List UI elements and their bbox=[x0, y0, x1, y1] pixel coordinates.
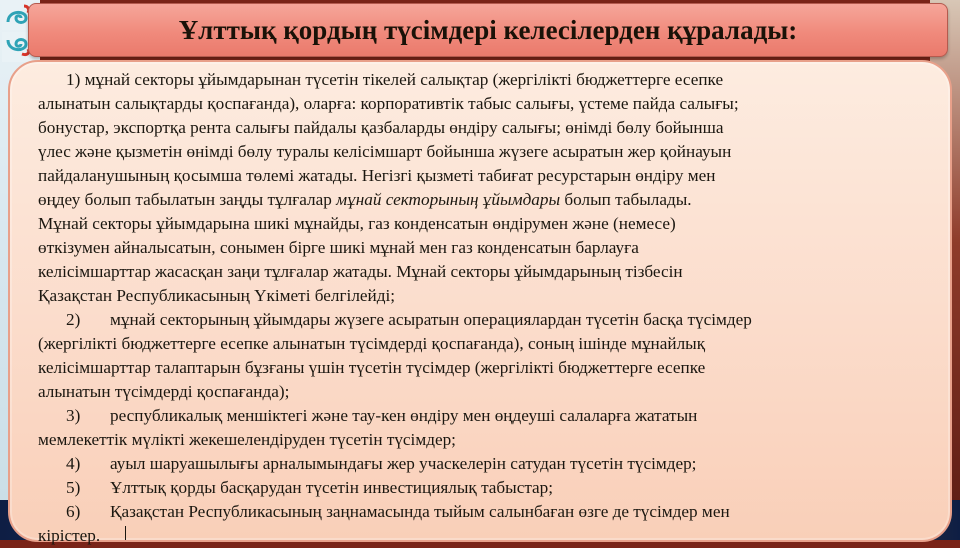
item-number: 4) bbox=[66, 454, 81, 473]
text-line: мемлекеттік мүлікті жекешелендіруден түсетін түсімдер; bbox=[38, 430, 456, 449]
text-span: өңдеу болып табылатын заңды тұлғалар bbox=[38, 190, 337, 209]
text-span: мұнай секторының ұйымдары жүзеге асыратын операциялардан түсетін басқа түсімдер bbox=[110, 310, 752, 329]
text-line: келісімшарттар жасасқан заңи тұлғалар жатады. Мұнай секторы ұйымдарының тізбесін bbox=[38, 262, 683, 281]
body-text bbox=[38, 68, 918, 548]
list-item-2 bbox=[38, 308, 918, 332]
item-number: 6) bbox=[66, 502, 81, 521]
text-span: болып табылады. bbox=[560, 190, 692, 209]
italic-term: мұнай секторының ұйымдары bbox=[336, 190, 561, 209]
text-line: 1) мұнай секторы ұйымдарынан түсетін тікелей салықтар (жергілікті бюджеттерге есепке bbox=[66, 70, 724, 89]
text-line: Қазақстан Республикасының Үкіметі белгілейді; bbox=[38, 286, 396, 305]
text-line bbox=[38, 188, 918, 212]
text-line: пайдаланушының қосымша төлемі жатады. Негізгі қызметі табиғат ресурстарын өндіру мен bbox=[38, 166, 716, 185]
text-line: үлес және қызметін өнімді бөлу туралы келісімшарт бойынша жүзеге асыратын жер қойнауын bbox=[38, 142, 732, 161]
text-span: ауыл шаруашылығы арналымындағы жер учаскелерін сатудан түсетін түсімдер; bbox=[110, 454, 697, 473]
text-span: Қазақстан Республикасының заңнамасында тыйым салынбаған өзге де түсімдер мен bbox=[110, 502, 730, 521]
text-line: келісімшарттар талаптарын бұзғаны үшін түсетін түсімдер (жергілікті бюджеттерге есепке bbox=[38, 358, 706, 377]
list-item-3 bbox=[38, 404, 918, 428]
list-item-6 bbox=[38, 500, 918, 524]
text-line: (жергілікті бюджеттерге есепке алынатын түсімдерді қоспағанда), соның ішінде мұнайлық bbox=[38, 334, 706, 353]
list-item-4 bbox=[38, 452, 918, 476]
text-span: республикалық меншіктегі және тау-кен өндіру мен өңдеуші салаларға жататын bbox=[110, 406, 698, 425]
slide-title: Ұлттық қордың түсімдері келесілерден құралады: bbox=[178, 14, 798, 45]
text-line: өткізумен айналысатын, сонымен бірге шикі мұнай мен газ конденсатын барлауға bbox=[38, 238, 639, 257]
item-number: 3) bbox=[66, 406, 81, 425]
text-line: алынатын түсімдерді қоспағанда); bbox=[38, 382, 290, 401]
text-line: кірістер. bbox=[38, 526, 101, 545]
text-cursor bbox=[125, 526, 126, 540]
item-number: 5) bbox=[66, 478, 81, 497]
item-number: 2) bbox=[66, 310, 81, 329]
text-line: бонустар, экспортқа рента салығы пайдалы қазбаларды өндіру салығы; өнімді бөлу бойынша bbox=[38, 118, 724, 137]
text-line: Мұнай секторы ұйымдарына шикі мұнайды, газ конденсатын өндірумен және (немесе) bbox=[38, 214, 676, 233]
text-span: Ұлттық қорды басқарудан түсетін инвестициялық табыстар; bbox=[110, 478, 554, 497]
list-item-5 bbox=[38, 476, 918, 500]
text-line: алынатын салықтарды қоспағанда), оларға: корпоративтік табыс салығы, үстеме пайда салығы; bbox=[38, 94, 739, 113]
title-bar bbox=[28, 3, 948, 57]
